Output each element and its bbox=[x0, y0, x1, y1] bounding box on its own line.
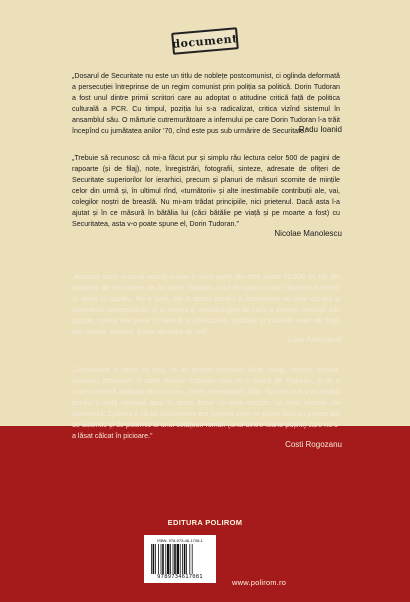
publisher-website: www.polirom.ro bbox=[232, 578, 287, 587]
barcode-number: 9789734617081 bbox=[157, 574, 203, 580]
author-costi-rogozanu: Costi Rogozanu bbox=[285, 440, 342, 449]
quote-nicolae-manolescu: „Trebuie să recunosc că mi-a făcut pur și simplu rău lectura celor 500 de pagini de rapoarte (și de filaj), note, înregistrări, fotografii, sinteze, adresate de ofițeri de Securitate superiorilor lor ierarhici, precum și planuri de măsuri scornite de mințile celor din urmă și, în ultimul rînd, «turnătorii» și alte inestimabile contribuții ale, vai, colegilor noștri de breaslă. Nu mi-am trădat principiile, nici prietenul. Dacă asta l-a ajutat și în ce măsură în bătălia lui (căci bătălie pe viață și pe moarte a fost) cu Securitatea, asta v-o poate spune el, Dorin Tudoran.” bbox=[72, 154, 340, 228]
barcode bbox=[144, 535, 216, 583]
barcode-bars bbox=[150, 544, 210, 574]
author-nicolae-manolescu: Nicolae Manolescu bbox=[274, 229, 342, 238]
isbn-label: ISBN: 978-973-46-1708-1 bbox=[157, 538, 203, 543]
publisher-name: EDITURA POLIROM bbox=[167, 518, 243, 527]
quote-liviu-antonesei: „Această carte masivă adună numai o mică parte din cele peste 10.000 de file din dosarele de Securitate ale lui Dorin Tudoran, unul din puținii noștri disidenți autentici și «pînă la capăt». Nu e totul, dar e destul pentru a documenta nu doar curajul și caracterul «obiectivului», ci și «teoria și metodologia» de lucru a sinistrei instituții. Din păcate, cartea mai pune în lumină și slăbiciunile, lașitățile și trădările celor de lîngă noi, uneori, aparent, foarte aproape de noi!” bbox=[72, 273, 340, 336]
quote-costi-rogozanu: „Securitatea a strîns cu sîrg, ca un google demonic, bîrfe, intrigi, mizerie umană, minciuni, deturnări. O carte despre Tudoran care nu e scrisă de Tudoran, ci de o voce colectivă alcătuită din «surse», ofițeri, interceptări, filări. Toți cei care s-au zbătut pentru o viață normală apar în acest dosar ca niște spectre, ca niște aberații ale sistemului. Culmea e că tot Securitatea era singura care ne putea lăsa un portret atît de autentic și de puternic al unui cetățean român (unul dintre foarte puținii) care nu s-a lăsat călcat în picioare.” bbox=[72, 366, 340, 440]
quote-radu-ioanid: „Dosarul de Securitate nu este un titlu de noblețe postcomunist, ci oglinda deformată a persecuției întreprinse de un regim comunist prin poliția sa politică. Dorin Tudoran a fost unul dintre primii scriitori care au adoptat o atitudine critică față de politica culturală a PCR. Cu timpul, poziția lui s-a radicalizat, critica vizînd sistemul în ansamblul său. O mărturie cutremurătoare a infernului pe care Dorin Tudoran l-a trăit începînd cu jumătatea anilor '70, cînd este pus sub urmărire de Securitate.” bbox=[72, 72, 340, 135]
author-liviu-antonesei: Liviu Antonesei bbox=[288, 335, 342, 344]
author-radu-ioanid: Radu Ioanid bbox=[298, 125, 342, 134]
document-stamp: document bbox=[171, 27, 239, 55]
